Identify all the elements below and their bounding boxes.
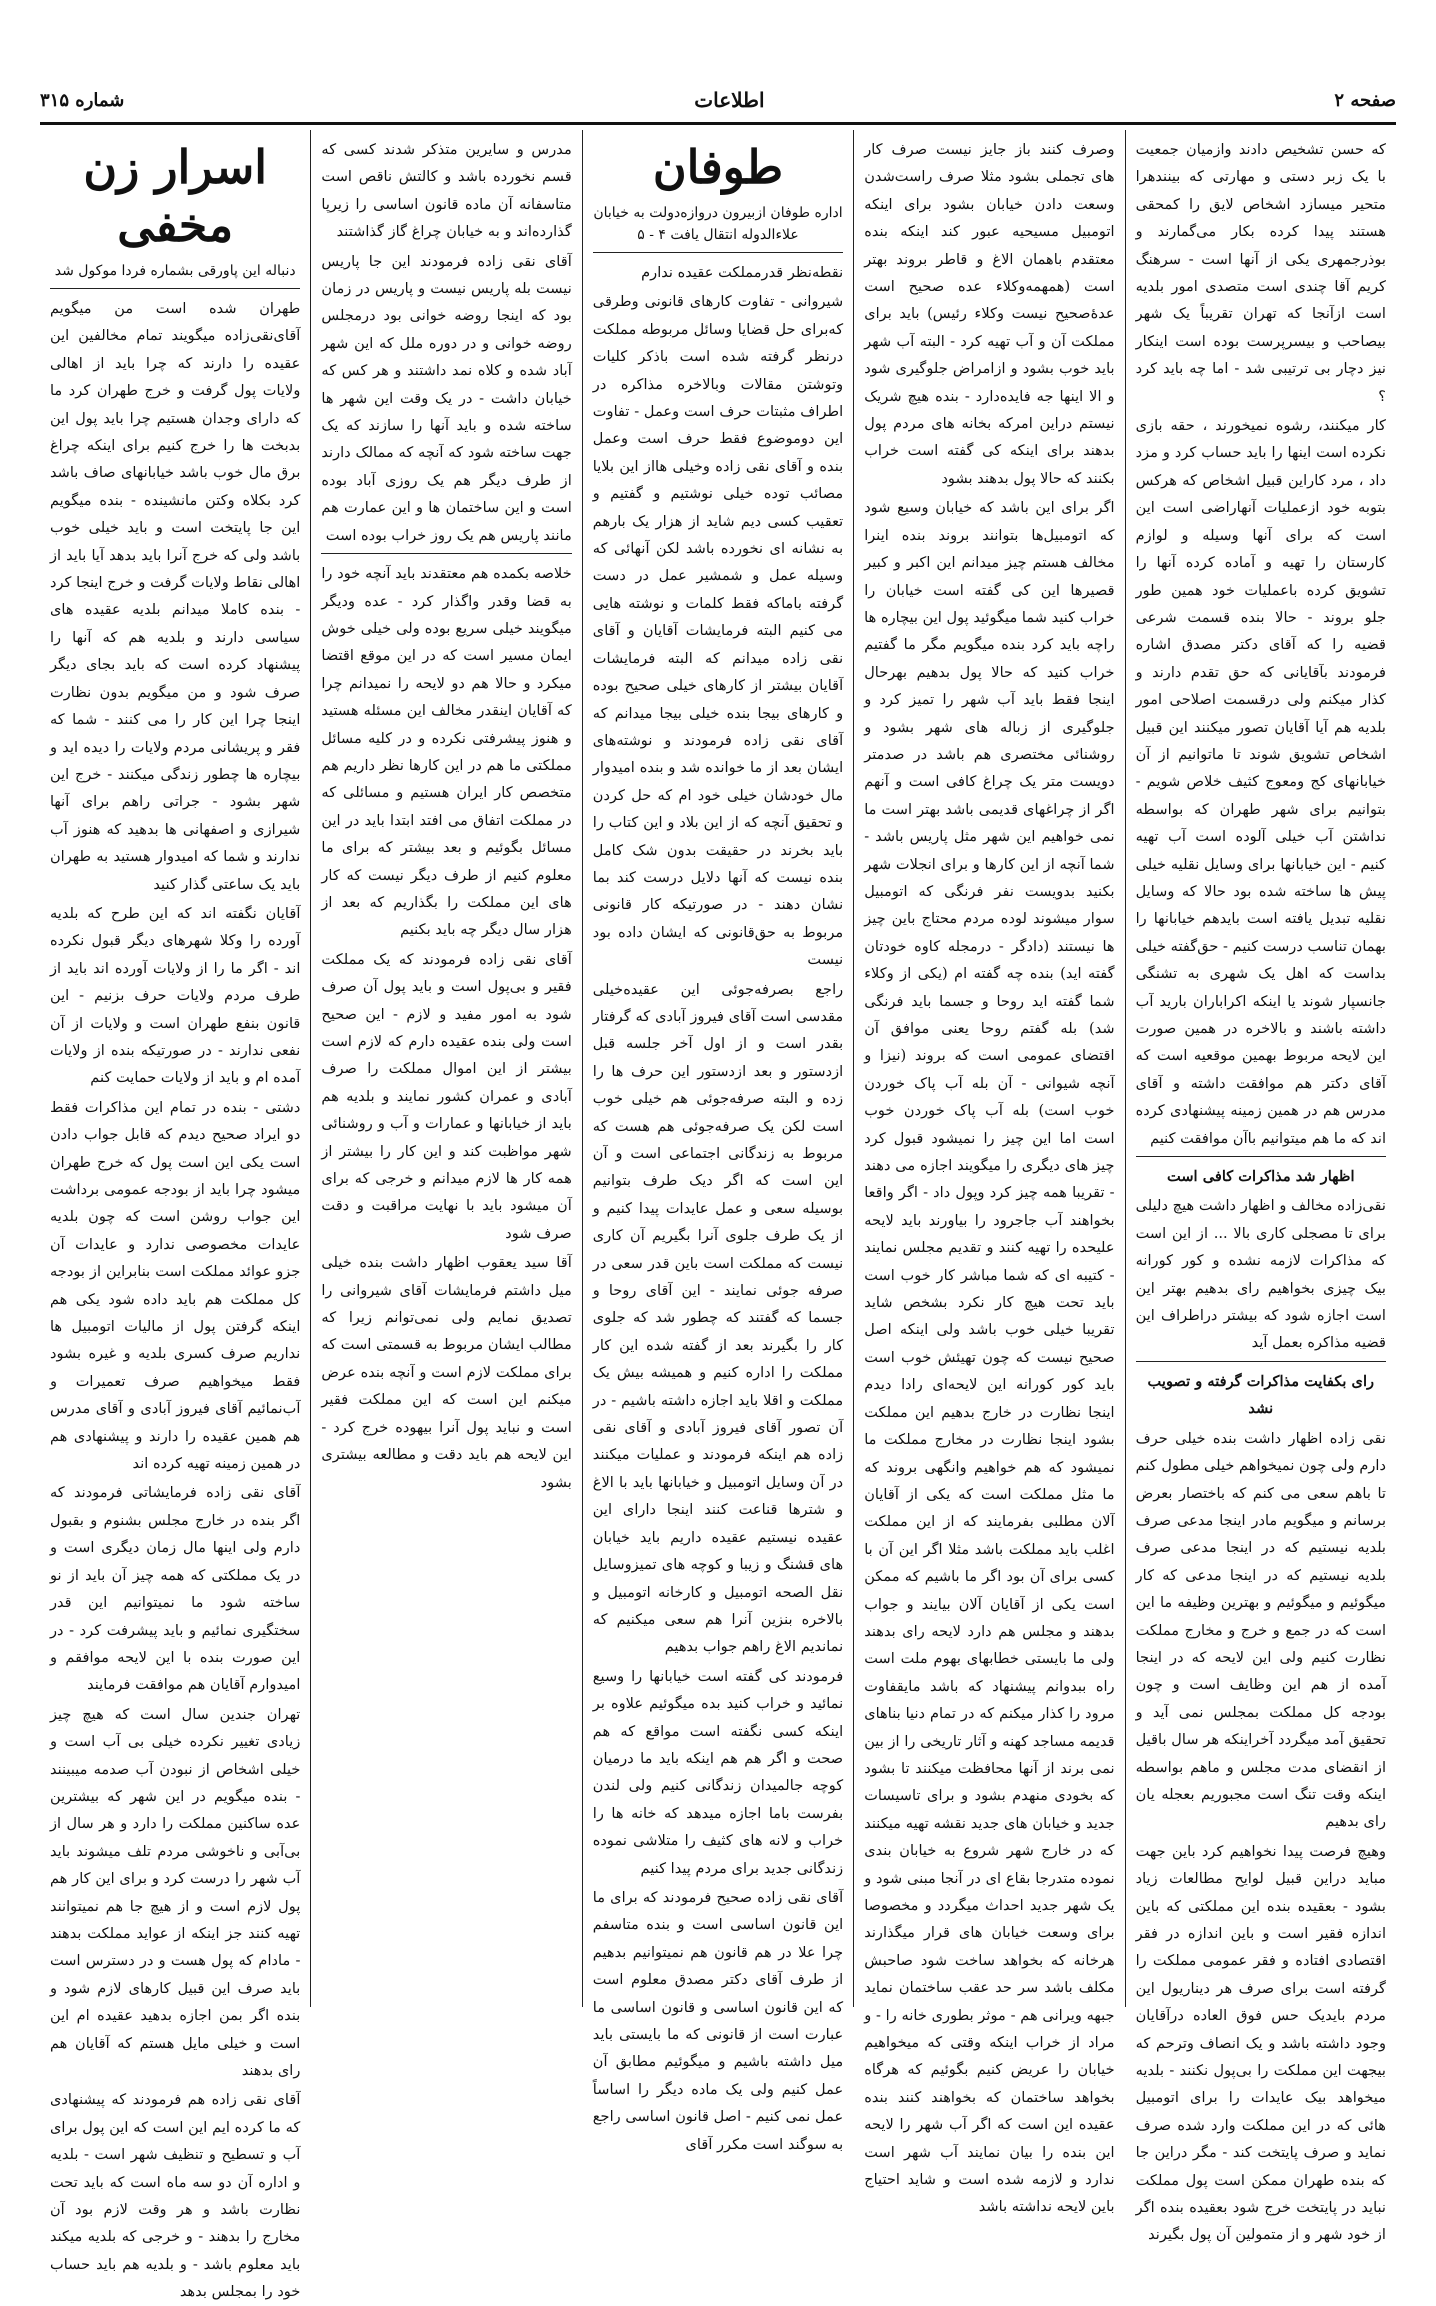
paragraph: خلاصه بکمده هم معتقدند باید آنچه خود را به قضا وقدر واگذار کرد - عده ودیگر میگویند خیلی سریع بوده ولی خیلی خوش ایمان مسیر است که در این موقع اقتضا میکرد و حالا هم دو لایحه را نمیدانم چرا که آقایان اینقدر مخالف این مسئله هستید و هنوز پیشرفتی نکرده و در کلیه مسائل مملکتی ما هم در این کارها نظر داریم هم متخصص کار ایران هستیم و مسائلی که در مملکت اتفاق می افتد ابتدا باید در این مسائل بگوئیم و بعد بیشتر که برای ما معلوم کنیم از طرف دیگر نیست که کار های این مملکت را بگذاریم که بعد از هزار سال دیگر چه باید بکنیم	[321, 565, 572, 939]
paragraph: طهران شده است من میگویم آقای‌نقی‌زاده میگویند تمام مخالفین این عقیده را دارند که چرا باید از اهالی ولایات پول گرفت و خرج طهران کرد ما که دارای وجدان هستیم چرا باید پول این بدبخت ها را خرج کنیم برای اینکه چراغ برق مال خوب باشد خیابانهای صاف باشد کرد بکلاه وکتن مانشینده - بنده میگویم این جا پایتخت است و باید خیلی خوب باشد ولی که خرج آنرا باید بدهد آیا باید از اهالی نقاط ولایات گرفت و خرج اینجا کرد - بنده کاملا میدانم بلدیه عقیده های سیاسی دارند و بلدیه هم که آنها را پیشنهاد کرده است که باید بجای دیگر صرف شود و من میگویم بدون نظارت اینجا چرا این کار را می کنند - شما که فقر و پریشانی مردم ولایات را دیده اید و بیچاره ها چطور زندگی میکنند - خرج این شهر بشود - جراتی راهم برای آنها شیرازی و اصفهانی ها بدهید که هنوز آب ندارند و شما که امیدوار هستید به طهران باید یک ساعتی گذار کنید	[49, 300, 301, 893]
column-3	[582, 130, 853, 2153]
newspaper-name: اطلاعات	[694, 88, 765, 112]
paragraph: آقایان نگفته اند که این طرح که بلدیه آورده را وکلا شهرهای دیگر قبول نکرده اند - اگر ما را از ولایات آورده اند باید از طرف مردم ولایات حرف بزنیم - این قانون بنفع طهران است و ولایات از آن نفعی ندارند - در صورتیکه بنده از ولایات آمده ام و باید از ولایات حمایت کنم	[49, 904, 301, 1087]
paragraph: نقطه‌نظر قدرمملکت عقیده ندارم	[641, 264, 844, 281]
toofan-subtitle: اداره طوفان ازبیرون دروازه‌دولت به خیابان علاءالدوله انتقال یافت ۴ - ۵	[593, 205, 843, 243]
section-divider	[1136, 1156, 1386, 1157]
issue-number: شماره ۳۱۵	[40, 89, 125, 111]
header-rule	[40, 122, 1396, 125]
section-divider	[321, 553, 571, 554]
paragraph: شیروانی - تفاوت کارهای قانونی وطرقی که‌برای حل قضایا وسائل مربوطه مملکت درنظر گرفته شده است باذکر کلیات وتوشتن مقالات وبالاخره مذاکره در اطراف مثبتات حرف است وعمل - تفاوت این دوموضوع فقط حرف است وعمل بنده و آقای نقی زاده وخیلی هااز این بلایا مصائب توده خیلی نوشتیم و گفتیم و تعقیب کسی دیم شاید از هزار یک بارهم به نشانه ای نخورده باشد لکن آنهائی که وسیله عمل و شمشیر عمل در دست گرفته باماکه فقط کلمات و نوشته هایی می کنیم البته فرمایشات آقایان و آقای نقی زاده میدانم که البته فرمایشات آقایان بیشتر از کارهای خیلی صحیح بوده و کارهای بیجا بنده خیلی بیجا میدانم که آقای نقی زاده فرمودند و نوشته‌های ایشان بعد از ما خوانده شد و بنده امیدوار مال خودشان خیلی خود ام که حل کردن و تحقیق آنچه که از این بلاد و این کتاب را باید بخرند در حقیقت بدون شک کامل بنده نیست که آنها دلایل درست کند بما نشان دهند - در صورتیکه کار قانونی مربوط به حق‌قانونی که ایشان داده بود نیست	[592, 293, 844, 969]
paragraph: نقی زاده اظهار داشت بنده خیلی حرف دارم ولی چون نمیخواهم خیلی مطول کنم تا باهم سعی می کنم که باختصار بعرض برسانم و میگویم مادر اینجا مدعی صرف بلدیه نیستیم که در اینجا مدعی صرف بلدیه نیستیم که در اینجا مدعی که کار میگوئیم و میگوئیم و بهترین وظیفه ما این است که در جمع و خرج و مخارج مملکت نظارت کنیم ولی این لایحه که در اینجا آمده از هم این وظایف است و چون بودجه کل مملکت بمجلس نمی آید و تحقیق آمد میگردد آخراینکه هر سال باقیل از انقضای مدت مجلس و ماهم بواسطه اینکه وقت تنگ است مجبوریم بعجله یان رای بدهیم	[1135, 1429, 1386, 1831]
section-divider	[593, 252, 843, 253]
paragraph: آقا سید یعقوب اظهار داشت بنده خیلی میل داشتم فرمایشات آقای شیروانی را تصدیق نمایم ولی نمی‌توانم زیرا که مطالب ایشان مربوط به قسمتی است که برای مملکت لازم است و آنچه بنده عرض میکنم این است که این مملکت فقیر است و نباید پول آنرا بیهوده خرج کرد - این لایحه هم باید دقت و مطالعه بیشتری بشود	[321, 1254, 572, 1491]
columns	[40, 130, 1396, 2301]
column-2	[853, 130, 1124, 2216]
page-number: صفحه ۲	[1334, 89, 1396, 111]
section-divider	[50, 288, 300, 289]
toofan-title: طوفان	[652, 140, 784, 194]
section-divider	[1136, 1361, 1386, 1362]
paragraph: که حسن تشخیص دادند وازمیان جمعیت با یک زبر دستی و مهارتی که بینندهرا متحیر میسازد اشخاص لایق را کمحقی هستند پیدا کرده بکار می‌گمارند و بوذرجمهری یکی از آنها است - سرهنگ کریم آقا چندی است متصدی امور بلدیه است ازآنجا که تهران تقریباً یک شهر بیصاحب و بیسرپرست بوده است اینکار نیز دچار بی ترتیبی شد - اما چه باید کرد ؟	[1135, 141, 1386, 405]
paragraph: وهیچ فرصت پیدا نخواهیم کرد باین جهت مباید دراین قبیل لوایح مطالعات زیاد بشود - بعقیده بنده این مملکتی که باین اندازه فقیر است و باین اندازه در فقر اقتصادی افتاده و فقر عمومی مملکت را گرفته است برای صرف هر دیناریول این مردم بایدیک حس فوق العاده درآقایان وجود داشته باشد و یک انصاف وترحم که بیجهت این مملکت را بی‌پول نکنند - بلدیه میخواهد بیک عایدات را برای اتومبیل هائی که در این مملکت وارد شده صرف نماید و صرف پایتخت کند - مگر دراین جا که بنده طهران ممکن است پول مملکت نباید در پایتخت خرج شود بعقیده بنده اگر از خود شهر و از متمولین آن پول بگیرند	[1135, 1842, 1386, 2244]
paragraph: آقای نقی زاده صحیح فرمودند که برای ما این قانون اساسی است و بنده متاسفم چرا علا در هم قانون هم نمیتوانیم بدهیم از طرف آقای دکتر مصدق معلوم است که این قانون اساسی و قانون اساسی ما عبارت است از قانونی که ما بایستی باید میل داشته باشیم و میگوئیم مطابق آن عمل کنیم ولی یک ماده دیگر را اساساً عمل نمی کنیم - اصل قانون اساسی راجع به سوگند است مکرر آقای	[592, 1888, 844, 2153]
paragraph: آقای نقی زاده فرمودند این جا پاریس نیست بله پاریس نیست و پاریس در زمان بود که اینجا روضه خوانی بود درمجلس روضه خوانی و در دوره ملل که این شهر آباد شده و کلاه نمد داشتند و هر کس که خیابان داشت - در یک وقت این شهر ها ساخته شده و باید آنها را سازند که یک جهت ساخته شود که آنچه که ممالک دارند از طرف دیگر هم یک روزی آباد بوده است و این ساختمان ها و این عمارت هم مانند پاریس هم یک روز خراب بوده است	[321, 252, 572, 544]
paragraph: اگر برای این باشد که خیابان وسیع شود که اتومبیل‌ها بتوانند بروند بنده اینرا مخالف هستم چیز میدانم این اکبر و کبیر قصیرها این کی گفته است خیابان را خراب کنید شما میگوئید پول این بیچاره ها راچه باید کرد بنده میگویم مگر ما گفتیم خراب کنید که حالا پول بدهیم بهرحال اینجا فقط باید آب شهر را تمیز کرد و جلوگیری از زباله های شهر بشود و روشنائی مختصری هم باشد در صدمتر دویست متر یک چراغ کافی است و آنهم اگر از چراغهای قدیمی باشد بهتر است ما نمی خواهیم این شهر مثل پاریس باشد - شما آنچه از این کارها و برای انجلات شهر بکنید بدویست نفر فرنگی که اتومبیل سوار میشوند لوده مردم محتاج باین چیز ها نیستند (دادگر - درمجله کاوه خودتان گفته اید) بنده چه گفته ام (یکی از وکلاء شما گفته اید روحا و جسما باید فرنگی شد) بله گفتم روحا یعنی موافق آن اقتضای عمومی است که بروند (نیزا و آنچه شیوانی - آن بله آب پاک خوردن خوب است) بله آب پاک خوردن خوب است اما این چیز را نمیشود قبول کرد چیز های دیگری را میگویند اجازه می دهند - تقریبا همه چیز کرد وپول داد - اگر واقعا بخواهند آب جاجرود را بیاورند باید لایحه علیحده را تهیه کنند و تقدیم مجلس نمایند - کتیبه ای که شما مباشر کار خوب است باید تحت هیچ کار نکرد بشخص شاید تقریبا خیلی خوب باشد ولی اینکه اصل صحیح نیست که چون تهیئش خوب است باید کور کورانه این لایحه‌ای رادا دیدم اینجا نظارت در خارج بدهیم این مملکت بشود اینجا نظارت در مخارج مملکت ما نمیشود که هم خواهیم وانگهی بروند که ما مثل مملکت است که یکی از آقایان آلان مطلبی بفرمایند که از این مملکت اغلب باید مملکت باشد مثلا اگر این آن با کسی برای آن بود اگر ما باشیم که ممکن است یکی از آقایان آلان بیایند و جواب بدهند و مجلس هم دارد لایحه رای بدهند ولی ما بایستی خطابهای بهوم ملت است راه ببدوانم پیشنهاد که باشد مایقفاوت مرود را کذار میکنم که در تمام دنیا بناهای قدیمه مساجد کهنه و آثار تاریخی را از بین نمی برند از آنها محافظت میکنند تا بشود که بخودی منهدم بشود و برای تاسیسات جدید و خیابان های جدید نقشه تهیه میکنند که در خارج شهر شروع به خیابان بندی نموده متدرجا بقاع ای در آنجا مبنی شود و یک شهر جدید احداث میگردد و مخصوصا برای وسعت خیابان های قرار میگذارند هرخانه که بخواهد ساخت شود صاحبش مکلف باشد سر حد عقب ساختمان نماید جبهه ویرانی هم - موثر بطوری خانه را - و مراد از خراب اینکه وقتی که میخواهیم خیابان را عریض کنیم بگوئیم که هرگاه بخواهد ساختمان که بخواهند کنند بنده عقیده این است که اگر آب شهر را لایحه این بنده را بیان نمایند آب شهر است ندارد و لازمه شده است و شاید احتیاج باین لایحه نداشته باشد	[864, 499, 1115, 2216]
paragraph: وصرف کنند باز جایز نیست صرف کار های تجملی بشود مثلا صرف راست‌شدن وسعت دادن خیابان بشود برای اینکه اتومبیل مسیحیه عبور کند اینکه بنده معتقدم باهمان الاغ و قاطر بروند بهتر است (همهمه‌وکلاء عده صحیح است عدۀ‌صحیح نیست وکلاء رئیس) باید برای مملکت آن و آب تهیه کرد - البته آب شهر باید خوب بشود و ازامراض جلوگیری شود و الا اینها جه فایده‌دارد - بنده هیچ شریک نیستم دراین امرکه بخانه های مردم پول بدهند برای اینکه کی گفته است خراب بکنند که حالا پول بدهند بشود	[864, 141, 1115, 487]
paragraph: نقی‌زاده مخالف و اظهار داشت هیچ دلیلی برای تا مصجلی کاری بالا ... از این است که مذاکرات لازمه نشده و کور کورانه بیک چیزی بخواهیم رای بدهیم بهتر این است اجازه شود که بیشتر دراطراف این قضیه مذاکره بعمل آید	[1135, 1197, 1386, 1352]
paragraph: تهران جندین سال است که هیچ چیز زیادی تغییر نکرده خیلی بی آب است و خیلی اشخاص از نبودن آب صدمه میبینند - بنده میگویم در این شهر که بیشترین عده ساکنین مملکت را دارد و هر سال از بی‌آبی و ناخوشی مردم تلف میشوند باید آب شهر را درست کرد و برای این کار هم پول لازم است و از هیچ جا هم نمیتوانند تهیه کنند جز اینکه از عواید مملکت بدهند - مادام که پول هست و در دسترس است باید صرف این قبیل کارهای لازم شود و بنده اگر بمن اجازه بدهید عقیده ام این است و خیلی مایل هستم که آقایان هم رای بدهند	[49, 1705, 301, 2079]
asrar-title: اسرار زن مخفی	[83, 140, 268, 252]
paragraph: کار میکنند، رشوه نمیخورند ، حقه بازی نکرده است اینها را باید حساب کرد و مزد داد ، مرد کاراین قبیل اشخاص که هرکس بتوبه خود ازعملیات آنهاراضی است این است که برای آنها وسیله و لوازم کارستان را تهیه و آماده کرده آنها را تشویق کرده باعملیات خود همین طور جلو بروند - حالا بنده قسمت شرعی قضیه را که آقای دکتر مصدق اشاره فرمودند بآقایانی که حق تقدم دارند و کذار میکنم ولی درقسمت اصلاحی امور بلدیه هم آیا آقایان تصور میکنند این قبیل اشخاص تشویق شوند تا ماتوانیم از آن خیابانهای کج ومعوج کثیف خلاص شویم - بتوانیم برای شهر طهران که بواسطه نداشتن آب خیلی آلوده است آب تهیه کنیم - این خیابانها برای وسایل نقلیه خیلی پیش ها ساخته شده بود حالا که وسایل نقلیه تبدیل یافته است بایدهم خیابانها را بهمان تناسب درست کنیم - حق‌گفته خیلی بداست که اهل یک شهری به تشنگی جانسپار شوند یا اینکه اکراباران بارید آب داشته باشند و بالاخره در همین صورت این لایحه مربوط بهمین موقعیه است که آقای دکتر هم موافقت داشته و آقای مدرس هم در همین زمینه پیشنهادی کرده اند که ما هم میتوانیم باآن موافقت کنیم	[1135, 417, 1386, 1147]
paragraph: اظهار شد مذاکرات کافی است	[1167, 1168, 1355, 1186]
paragraph: دشتی - بنده در تمام این مذاکرات فقط دو ایراد صحیح دیدم که قابل جواب دادن است یکی این است پول که خرج طهران میشود چرا باید از بودجه عمومی برداشت این جواب روشن است که چون بلدیه عایدات مخصوصی ندارد و عایدات آن جزو عوائد مملکت است بنابراین از بودجه کل مملکت هم باید داده شود یکی هم اینکه گرفتن پول از مالیات اتومبیل ها نداریم صرف کسری بلدیه و غیره بشود فقط میخواهیم صرف تعمیرات و آب‌نمائیم آقای فیروز آبادی و آقای مدرس هم همین عقیده را دارند و پیشنهادی هم در همین زمینه تهیه کرده اند	[49, 1098, 301, 1473]
page-header	[40, 80, 1396, 120]
paragraph: آقای نقی زاده فرمودند که یک مملکت فقیر و بی‌پول است و باید پول آن صرف شود به امور مفید و لازم - این صحیح است ولی بنده عقیده دارم که لازم است بیشتر از این اموال مملکت را صرف آبادی و عمران کشور نمایند و بلدیه هم باید از خیابانها و عمارات و آب و روشنائی شهر مواظبت کند و این کار را بیشتر از همه کار ها لازم میدانم و خرجی که برای آن میشود باید با نهایت مراقبت و دقت صرف شود	[321, 950, 572, 1242]
column-1	[1125, 130, 1396, 2244]
paragraph: راجع بصرفه‌جوئی این عقیده‌خیلی مقدسی است آقای فیروز آبادی که گرفتار بقدر است و از اول آخر جلسه قبل ازدستور و بعد ازدستور این حرف ها را زده و البته صرفه‌جوئی هم خیلی خوب است لکن یک صرفه‌جوئی هم هست که مربوط به زندگانی اجتماعی است و آن این است که اگر دیک طرف بتوانیم بوسیله سعی و عمل عایدات پیدا کنیم و از یک طرف جلوی آنرا بگیریم آن کاری نیست که مملکت است باین قدر سعی در صرفه جوئی نمایند - این آقای روحا و جسما که گفتند که چطور شد که جلوی کار را بگیرند بعد از گفته شده این کار مملکت را اداره کنیم و همیشه بیش یک مملکت و اقلا باید اجازه داشته باشیم - در آن تصور آقای فیروز آبادی و آقای نقی زاده هم اینکه فرمودند و عملیات میکنند در آن وسایل اتومبیل و خیابانها باید با الاغ و شترها قناعت کنند اینجا دارای این عقیده نیستیم عقیده داریم باید خیابان های قشنگ و زیبا و کوچه های تمیزوسایل نقل الصحه اتومبیل و کارخانه اتومبیل و بالاخره بنزین آنرا هم سعی میکنیم که نماندیم الاغ راهم جواب بدهیم	[592, 980, 844, 1656]
paragraph: آقای نقی زاده فرمایشاتی فرمودند که اگر بنده در خارج مجلس بشنوم و بقبول دارم ولی اینها مال زمان دیگری است و در یک مملکتی که همه چیز آن باید از نو ساخته شود ما نمیتوانیم این قدر سختگیری نمائیم و باید پیشرفت کرد - در این صورت بنده با این لایحه موافقم و امیدوارم آقایان هم موافقت فرمایند	[49, 1484, 301, 1694]
column-5	[40, 130, 310, 2301]
asrar-subtitle: دنباله این پاورقی بشماره فردا موکول شد	[54, 263, 296, 279]
paragraph: فرمودند کی گفته است خیابانها را وسیع نمائید و خراب کنید بده میگوئیم علاوه بر اینکه کسی نگفته است مواقع که هم صحت و اگر هم هم اینکه باید ما درمیان کوچه جالمیدان زندگانی کنیم ولی لندن بفرست باما اجازه میدهد که خانه ها را خراب و لانه های کثیف را متلاشی نموده زندگانی جدید برای مردم پیدا کنیم	[592, 1667, 844, 1877]
paragraph: رای بکفایت مذاکرات گرفته و تصویب نشد	[1147, 1372, 1375, 1418]
column-4	[310, 130, 581, 2007]
paragraph: مدرس و سایرین متذکر شدند کسی که قسم نخورده باشد و کالتش ناقص است متاسفانه آن ماده قانون اساسی را زیرپا گذارده‌اند و به خیابان چراغ گاز گذاشتند	[321, 141, 572, 241]
paragraph: آقای نقی زاده هم فرمودند که پیشنهادی که ما کرده ایم این است که این پول برای آب و تسطیح و تنظیف شهر است - بلدیه و اداره آن دو سه ماه است که باید تحت نظارت باشد و هر وقت لازم بود آن مخارج را بدهند - و خرجی که بلدیه میکند باید معلوم باشد - و بلدیه هم باید حساب خود را بمجلس بدهد	[49, 2091, 301, 2301]
